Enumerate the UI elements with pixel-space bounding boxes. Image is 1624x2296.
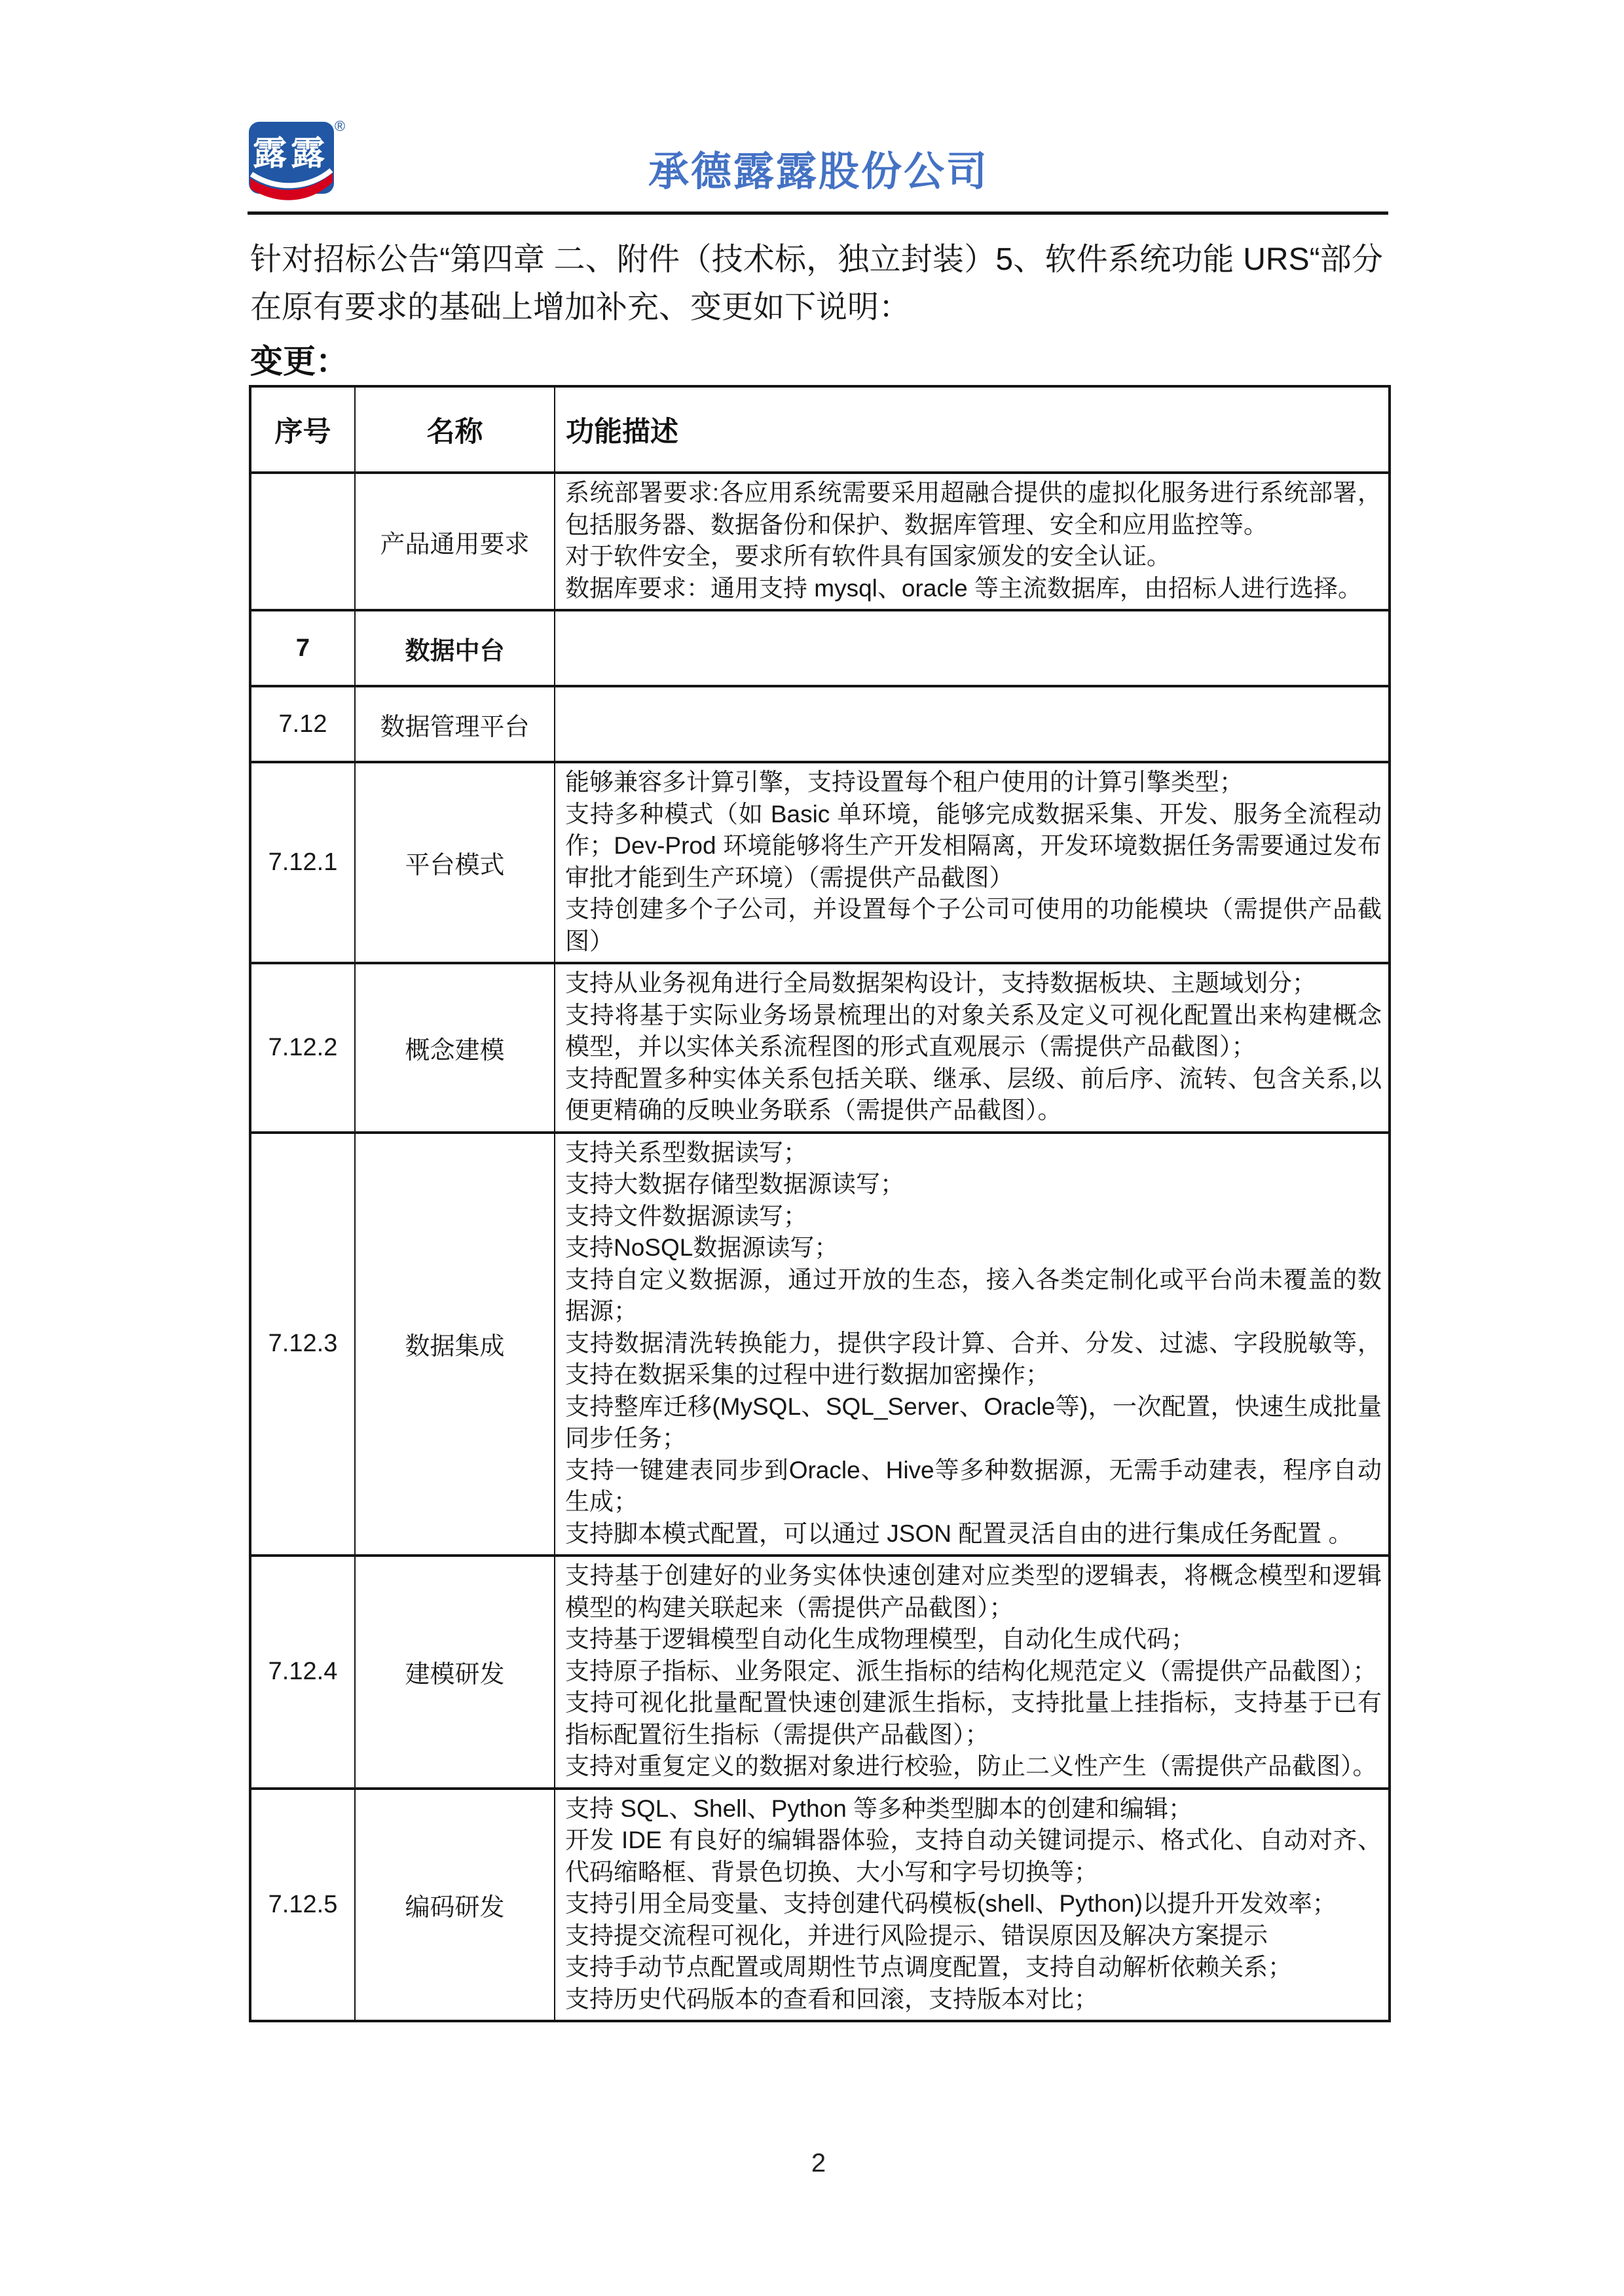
desc-paragraph: 支持脚本模式配置，可以通过 JSON 配置灵活自由的进行集成任务配置 。	[565, 1520, 1353, 1547]
desc-paragraph: 支持大数据存储型数据源读写；	[565, 1171, 904, 1197]
cell-name: 编码研发	[355, 1789, 555, 2022]
desc-paragraph: 支持关系型数据读写；	[565, 1139, 807, 1166]
header-divider	[248, 211, 1388, 215]
requirements-table-body	[250, 473, 1390, 2021]
desc-paragraph: 支持对重复定义的数据对象进行校验，防止二义性产生（需提供产品截图）。	[565, 1753, 1377, 1779]
desc-paragraph: 支持多种模式（如 Basic 单环境，能够完成数据采集、开发、服务全流程动作；Dev-Prod 环境能够将生产开发相隔离，开发环境数据任务需要通过发布审批才能到生产环境）（需提供产品截图）	[565, 800, 1382, 891]
cell-seq: 7.12	[250, 686, 355, 762]
table-row	[250, 473, 1390, 610]
cell-desc	[555, 1133, 1390, 1556]
desc-paragraph: 支持数据清洗转换能力，提供字段计算、合并、分发、过滤、字段脱敏等，支持在数据采集的过程中进行数据加密操作；	[565, 1329, 1382, 1388]
cell-name: 产品通用要求	[355, 473, 555, 610]
desc-paragraph: 支持提交流程可视化，并进行风险提示、错误原因及解决方案提示	[565, 1922, 1268, 1949]
desc-paragraph: 能够兼容多计算引擎，支持设置每个租户使用的计算引擎类型；	[565, 769, 1244, 795]
desc-paragraph: 数据库要求：通用支持 mysql、oracle 等主流数据库，由招标人进行选择。	[565, 574, 1362, 602]
cell-seq: 7.12.5	[250, 1789, 355, 2022]
table-row	[250, 1556, 1390, 1789]
desc-paragraph: 支持可视化批量配置快速创建派生指标，支持批量上挂指标，支持基于已有指标配置衍生指标（需提供产品截图）；	[565, 1689, 1382, 1748]
cell-desc	[555, 1789, 1390, 2022]
desc-paragraph: 支持 SQL、Shell、Python 等多种类型脚本的创建和编辑；	[565, 1795, 1193, 1822]
desc-paragraph: 对于软件安全，要求所有软件具有国家颁发的安全认证。	[565, 543, 1171, 570]
cell-seq: 7.12.3	[250, 1133, 355, 1556]
col-header-seq: 序号	[250, 386, 355, 473]
cell-name: 建模研发	[355, 1556, 555, 1789]
desc-paragraph: 支持创建多个子公司，并设置每个子公司可使用的功能模块（需提供产品截图）	[565, 896, 1382, 955]
cell-desc	[555, 610, 1390, 686]
table-row	[250, 686, 1390, 762]
table-row	[250, 610, 1390, 686]
table-row	[250, 1789, 1390, 2022]
page-title: 承德露露股份公司	[648, 149, 989, 194]
cell-name: 平台模式	[355, 762, 555, 963]
cell-seq	[250, 473, 355, 610]
desc-paragraph: 支持自定义数据源，通过开放的生态，接入各类定制化或平台尚未覆盖的数据源；	[565, 1266, 1382, 1324]
cell-seq: 7	[250, 610, 355, 686]
desc-paragraph: 支持从业务视角进行全局数据架构设计，支持数据板块、主题域划分；	[565, 970, 1316, 996]
desc-paragraph: 支持一键建表同步到Oracle、Hive等多种数据源，无需手动建表，程序自动生成；	[565, 1456, 1382, 1515]
desc-paragraph: 支持文件数据源读写；	[565, 1202, 807, 1230]
col-header-name: 名称	[355, 386, 555, 473]
cell-desc	[555, 1556, 1390, 1789]
cell-desc	[555, 963, 1390, 1133]
desc-paragraph: 支持将基于实际业务场景梳理出的对象关系及定义可视化配置出来构建概念模型，并以实体关系流程图的形式直观展示（需提供产品截图）；	[565, 1001, 1382, 1060]
desc-paragraph: 支持基于逻辑模型自动化生成物理模型，自动化生成代码；	[565, 1626, 1195, 1652]
table-header-row	[250, 386, 1390, 473]
cell-name: 数据集成	[355, 1133, 555, 1556]
cell-seq: 7.12.4	[250, 1556, 355, 1789]
table-row	[250, 1133, 1390, 1556]
desc-paragraph: 支持手动节点配置或周期性节点调度配置，支持自动解析依赖关系；	[565, 1954, 1292, 1980]
cell-name: 数据中台	[355, 610, 555, 686]
desc-paragraph: 支持整库迁移(MySQL、SQL_Server、Oracle等)，一次配置，快速生成批量同步任务；	[565, 1393, 1382, 1451]
table-row	[250, 762, 1390, 963]
table-row	[250, 963, 1390, 1133]
col-header-desc: 功能描述	[555, 386, 1390, 473]
desc-paragraph: 支持原子指标、业务限定、派生指标的结构化规范定义（需提供产品截图）；	[565, 1657, 1377, 1685]
cell-desc	[555, 473, 1390, 610]
cell-seq: 7.12.2	[250, 963, 355, 1133]
page-number: 2	[811, 2149, 826, 2178]
desc-paragraph: 开发 IDE 有良好的编辑器体验，支持自动关键词提示、格式化、自动对齐、代码缩略框、背景色切换、大小写和字号切换等；	[565, 1827, 1382, 1886]
cell-desc	[555, 762, 1390, 963]
change-label: 变更：	[250, 343, 348, 380]
cell-name: 概念建模	[355, 963, 555, 1133]
cell-desc	[555, 686, 1390, 762]
desc-paragraph: 支持基于创建好的业务实体快速创建对应类型的逻辑表，将概念模型和逻辑模型的构建关联起来（需提供产品截图）；	[565, 1562, 1382, 1621]
desc-paragraph: 系统部署要求:各应用系统需要采用超融合提供的虚拟化服务进行系统部署，包括服务器、数据备份和保护、数据库管理、安全和应用监控等。	[565, 479, 1382, 538]
intro-paragraph: 针对招标公告“第四章 二、附件（技术标，独立封装）5、软件系统功能 URS“部分在原有要求的基础上增加补充、变更如下说明：	[250, 242, 1383, 325]
registered-trademark-icon: ®	[334, 118, 346, 134]
requirements-table	[249, 385, 1391, 2022]
cell-name: 数据管理平台	[355, 686, 555, 762]
logo-text: 露露	[252, 135, 329, 173]
desc-paragraph: 支持引用全局变量、支持创建代码模板(shell、Python)以提升开发效率；	[565, 1890, 1337, 1917]
cell-seq: 7.12.1	[250, 762, 355, 963]
desc-paragraph: 支持配置多种实体关系包括关联、继承、层级、前后序、流转、包含关系,以便更精确的反映业务联系（需提供产品截图）。	[565, 1065, 1382, 1123]
desc-paragraph: 支持NoSQL数据源读写；	[565, 1234, 839, 1261]
desc-paragraph: 支持历史代码版本的查看和回滚，支持版本对比；	[565, 1985, 1098, 2013]
